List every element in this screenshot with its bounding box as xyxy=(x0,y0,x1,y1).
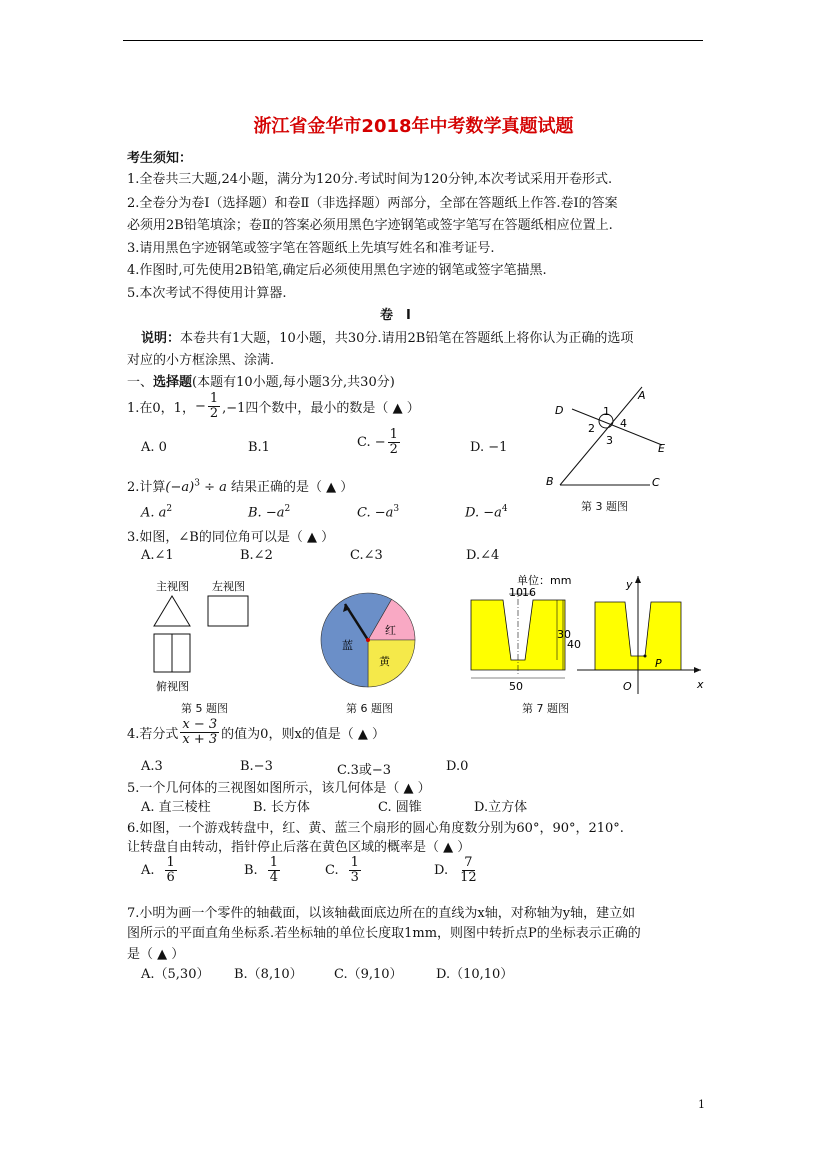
fig7-label-y: y xyxy=(626,578,633,591)
q3-option-c: C.∠3 xyxy=(350,548,383,563)
fig3-label-d: D xyxy=(555,404,564,417)
q6-b-den: 4 xyxy=(269,870,278,886)
q6-option-c xyxy=(325,856,363,886)
q2-option-a xyxy=(141,504,172,520)
q2-option-d xyxy=(465,504,508,520)
q2-d-text: D. −a xyxy=(465,505,502,521)
notice-item-3: 3.请用黑色字迹钢笔或签字笔在答题纸上先填写姓名和准考证号. xyxy=(127,241,495,256)
q6-d-label: D. xyxy=(434,863,449,879)
q2-expr: (−a) xyxy=(165,480,195,495)
notice-item-5: 5.本次考试不得使用计算器. xyxy=(127,286,287,301)
notice-heading: 考生须知： xyxy=(127,151,193,166)
q1-c-fraction xyxy=(388,428,400,458)
q3-option-b: B.∠2 xyxy=(240,548,273,563)
q2-c-text: C. −a xyxy=(357,505,394,521)
explain-label: 说明： xyxy=(141,331,181,346)
q1-c-num: 1 xyxy=(389,427,398,442)
fig3-line-bc-transversal xyxy=(560,387,642,485)
q2-a-exp: 2 xyxy=(166,504,173,514)
fig7-y-arrow xyxy=(635,576,641,583)
q2-text-before: 2.计算 xyxy=(127,480,166,495)
q7-option-a: A.（5,30） xyxy=(141,967,210,982)
section-prefix: 一、 xyxy=(127,375,154,390)
figure-6-spinner xyxy=(318,590,418,690)
q2-text-after: 结果正确的是（ ▲ ） xyxy=(226,480,354,495)
fig7-dim-16: 16 xyxy=(522,586,536,599)
fig3-label-a: A xyxy=(638,389,646,402)
q3-option-d: D.∠4 xyxy=(466,548,500,563)
fig3-caption: 第 3 题图 xyxy=(581,500,628,513)
q6-a-label: A. xyxy=(141,863,155,879)
q4-option-c: C.3或−3 xyxy=(337,763,392,778)
fig3-label-c: C xyxy=(652,476,660,489)
figure-3 xyxy=(540,385,700,515)
fig5-front-view-triangle xyxy=(154,596,190,626)
question-7-line-1: 7.小明为画一个零件的轴截面，以该轴截面底边所在的直线为x轴，对称轴为y轴，建立如 xyxy=(127,906,636,921)
question-1 xyxy=(127,392,420,422)
q4-fraction xyxy=(180,718,219,748)
fig7-dim-40: 40 xyxy=(567,638,581,651)
q2-option-b xyxy=(248,504,290,520)
question-2 xyxy=(127,476,353,495)
explain-line-2: 对应的小方框涂黑、涂满. xyxy=(127,353,275,368)
q7-option-b: B.（8,10） xyxy=(234,967,303,982)
q2-b-exp: 2 xyxy=(284,504,291,514)
q5-option-a: A. 直三棱柱 xyxy=(141,800,211,815)
fig5-left-label: 左视图 xyxy=(212,580,245,593)
q4-text-before: 4.若分式 xyxy=(127,727,179,743)
q5-option-c: C. 圆锥 xyxy=(378,800,422,815)
question-7-line-2: 图所示的平面直角坐标系.若坐标轴的单位长度取1mm，则图中转折点P的坐标表示正确的 xyxy=(127,926,641,941)
fig3-label-3: 3 xyxy=(606,434,613,447)
q6-b-num: 1 xyxy=(269,855,278,870)
page-number: 1 xyxy=(698,1098,705,1111)
q2-d-exp: 4 xyxy=(501,504,508,514)
q6-option-a xyxy=(141,856,179,886)
q4-option-b: B.−3 xyxy=(240,759,273,774)
q3-option-a: A.∠1 xyxy=(141,548,174,563)
question-6-line-2: 让转盘自由转动，指针停止后落在黄色区域的概率是（ ▲ ） xyxy=(127,840,471,855)
fig3-label-e: E xyxy=(658,442,665,455)
q2-exp: 3 xyxy=(194,478,200,489)
q1-option-b: B.1 xyxy=(248,440,270,455)
q1-fraction xyxy=(208,392,220,422)
question-3: 3.如图，∠B的同位角可以是（ ▲ ） xyxy=(127,530,335,545)
question-4 xyxy=(127,718,385,748)
q1-option-d: D. −1 xyxy=(470,440,508,455)
figure-7 xyxy=(465,574,710,696)
q6-d-den: 12 xyxy=(460,870,477,886)
q1-minus: − xyxy=(194,399,206,415)
q1-c-prefix: C. − xyxy=(357,435,386,451)
explain-line-1 xyxy=(141,327,633,346)
q6-d-fraction xyxy=(458,856,479,886)
fig7-dim-50: 50 xyxy=(509,680,523,693)
section-heading xyxy=(127,371,395,390)
volume-heading: 卷 Ⅰ xyxy=(380,308,411,323)
fig7-dim-30: 30 xyxy=(557,628,571,641)
q1-text-after: ,−1四个数中，最小的数是（ ▲ ） xyxy=(222,401,420,417)
spinner-center xyxy=(366,638,370,642)
question-5: 5.一个几何体的三视图如图所示，该几何体是（ ▲ ） xyxy=(127,781,431,796)
spinner-label-red: 红 xyxy=(385,624,396,637)
header-rule xyxy=(123,40,703,41)
spinner-label-yellow: 黄 xyxy=(379,655,390,668)
fig3-label-2: 2 xyxy=(588,422,595,435)
q6-a-den: 6 xyxy=(166,870,175,886)
q1-option-a: A. 0 xyxy=(141,440,167,455)
spinner-label-blue: 蓝 xyxy=(342,639,353,652)
q6-b-label: B. xyxy=(244,863,258,879)
q2-op: ÷ a xyxy=(199,480,227,495)
fig3-label-1: 1 xyxy=(603,405,610,418)
explain-text-1: 本卷共有1大题，10小题，共30分.请用2B铅笔在答题纸上将你认为正确的选项 xyxy=(180,331,634,346)
fig5-top-label: 俯视图 xyxy=(156,680,189,693)
q7-option-c: C.（9,10） xyxy=(334,967,403,982)
fig5-front-label: 主视图 xyxy=(156,580,189,593)
q6-c-label: C. xyxy=(325,863,339,879)
q4-frac-num: x − 3 xyxy=(182,717,218,732)
q6-c-fraction xyxy=(349,856,361,886)
q2-a-text: A. a xyxy=(141,505,167,521)
notice-item-4: 4.作图时,可先使用2B铅笔,确定后必须使用黑色字迹的钢笔或签字笔描黑. xyxy=(127,263,547,278)
q4-frac-den: x + 3 xyxy=(182,732,218,748)
q1-option-c xyxy=(357,428,402,458)
fig7-dim-10: 10 xyxy=(509,586,523,599)
question-7-line-3: 是（ ▲ ） xyxy=(127,947,185,962)
q7-option-d: D.（10,10） xyxy=(436,967,514,982)
notice-item-2: 2.全卷分为卷Ⅰ（选择题）和卷Ⅱ（非选择题）两部分，全部在答题纸上作答.卷Ⅰ的答案 xyxy=(127,196,618,211)
fig7-point-p xyxy=(644,655,647,658)
section-name: 选择题 xyxy=(153,375,193,390)
q6-c-num: 1 xyxy=(350,855,359,870)
q4-option-a: A.3 xyxy=(141,759,163,774)
q2-c-exp: 3 xyxy=(393,504,400,514)
q6-a-fraction xyxy=(165,856,177,886)
q6-a-num: 1 xyxy=(166,855,175,870)
fig3-line-de xyxy=(572,409,662,445)
fig7-caption: 第 7 题图 xyxy=(522,702,569,715)
q1-text-before: 1.在0，1， xyxy=(127,401,195,417)
q4-text-after: 的值为0，则x的值是（ ▲ ） xyxy=(221,727,386,743)
q4-option-d: D.0 xyxy=(446,759,469,774)
question-6-line-1: 6.如图，一个游戏转盘中，红、黄、蓝三个扇形的圆心角度数分别为60°，90°，210°. xyxy=(127,821,624,836)
q6-c-den: 3 xyxy=(350,870,359,886)
q5-option-d: D.立方体 xyxy=(474,800,528,815)
fig7-x-arrow xyxy=(694,667,701,673)
q1-frac-den: 2 xyxy=(209,406,219,422)
q2-option-c xyxy=(357,504,399,520)
q6-d-num: 7 xyxy=(464,855,473,870)
q1-frac-num: 1 xyxy=(209,391,219,406)
fig7-label-o: O xyxy=(623,680,632,693)
fig7-label-p: P xyxy=(655,657,662,670)
q6-option-b xyxy=(244,856,282,886)
q1-c-den: 2 xyxy=(389,442,398,458)
q6-option-d xyxy=(434,856,481,886)
section-suffix: (本题有10小题,每小题3分,共30分) xyxy=(192,375,395,390)
figure-5 xyxy=(150,578,260,698)
q2-b-text: B. −a xyxy=(248,505,285,521)
fig5-caption: 第 5 题图 xyxy=(181,702,228,715)
spinner-sector-yellow xyxy=(368,640,415,687)
page-title: 浙江省金华市2018年中考数学真题试题 xyxy=(253,116,574,137)
fig7-unit: 单位：mm xyxy=(517,574,572,587)
fig5-left-view-rect xyxy=(208,596,248,626)
fig3-label-b: B xyxy=(546,475,554,488)
notice-item-2b: 必须用2B铅笔填涂；卷Ⅱ的答案必须用黑色字迹钢笔或签字笔写在答题纸相应位置上. xyxy=(127,218,613,233)
fig7-label-x: x xyxy=(697,678,704,691)
fig3-label-4: 4 xyxy=(620,417,627,430)
q6-b-fraction xyxy=(268,856,280,886)
notice-item-1: 1.全卷共三大题,24小题，满分为120分.考试时间为120分钟,本次考试采用开卷形式. xyxy=(127,172,613,187)
q5-option-b: B. 长方体 xyxy=(253,800,310,815)
fig6-caption: 第 6 题图 xyxy=(346,702,393,715)
